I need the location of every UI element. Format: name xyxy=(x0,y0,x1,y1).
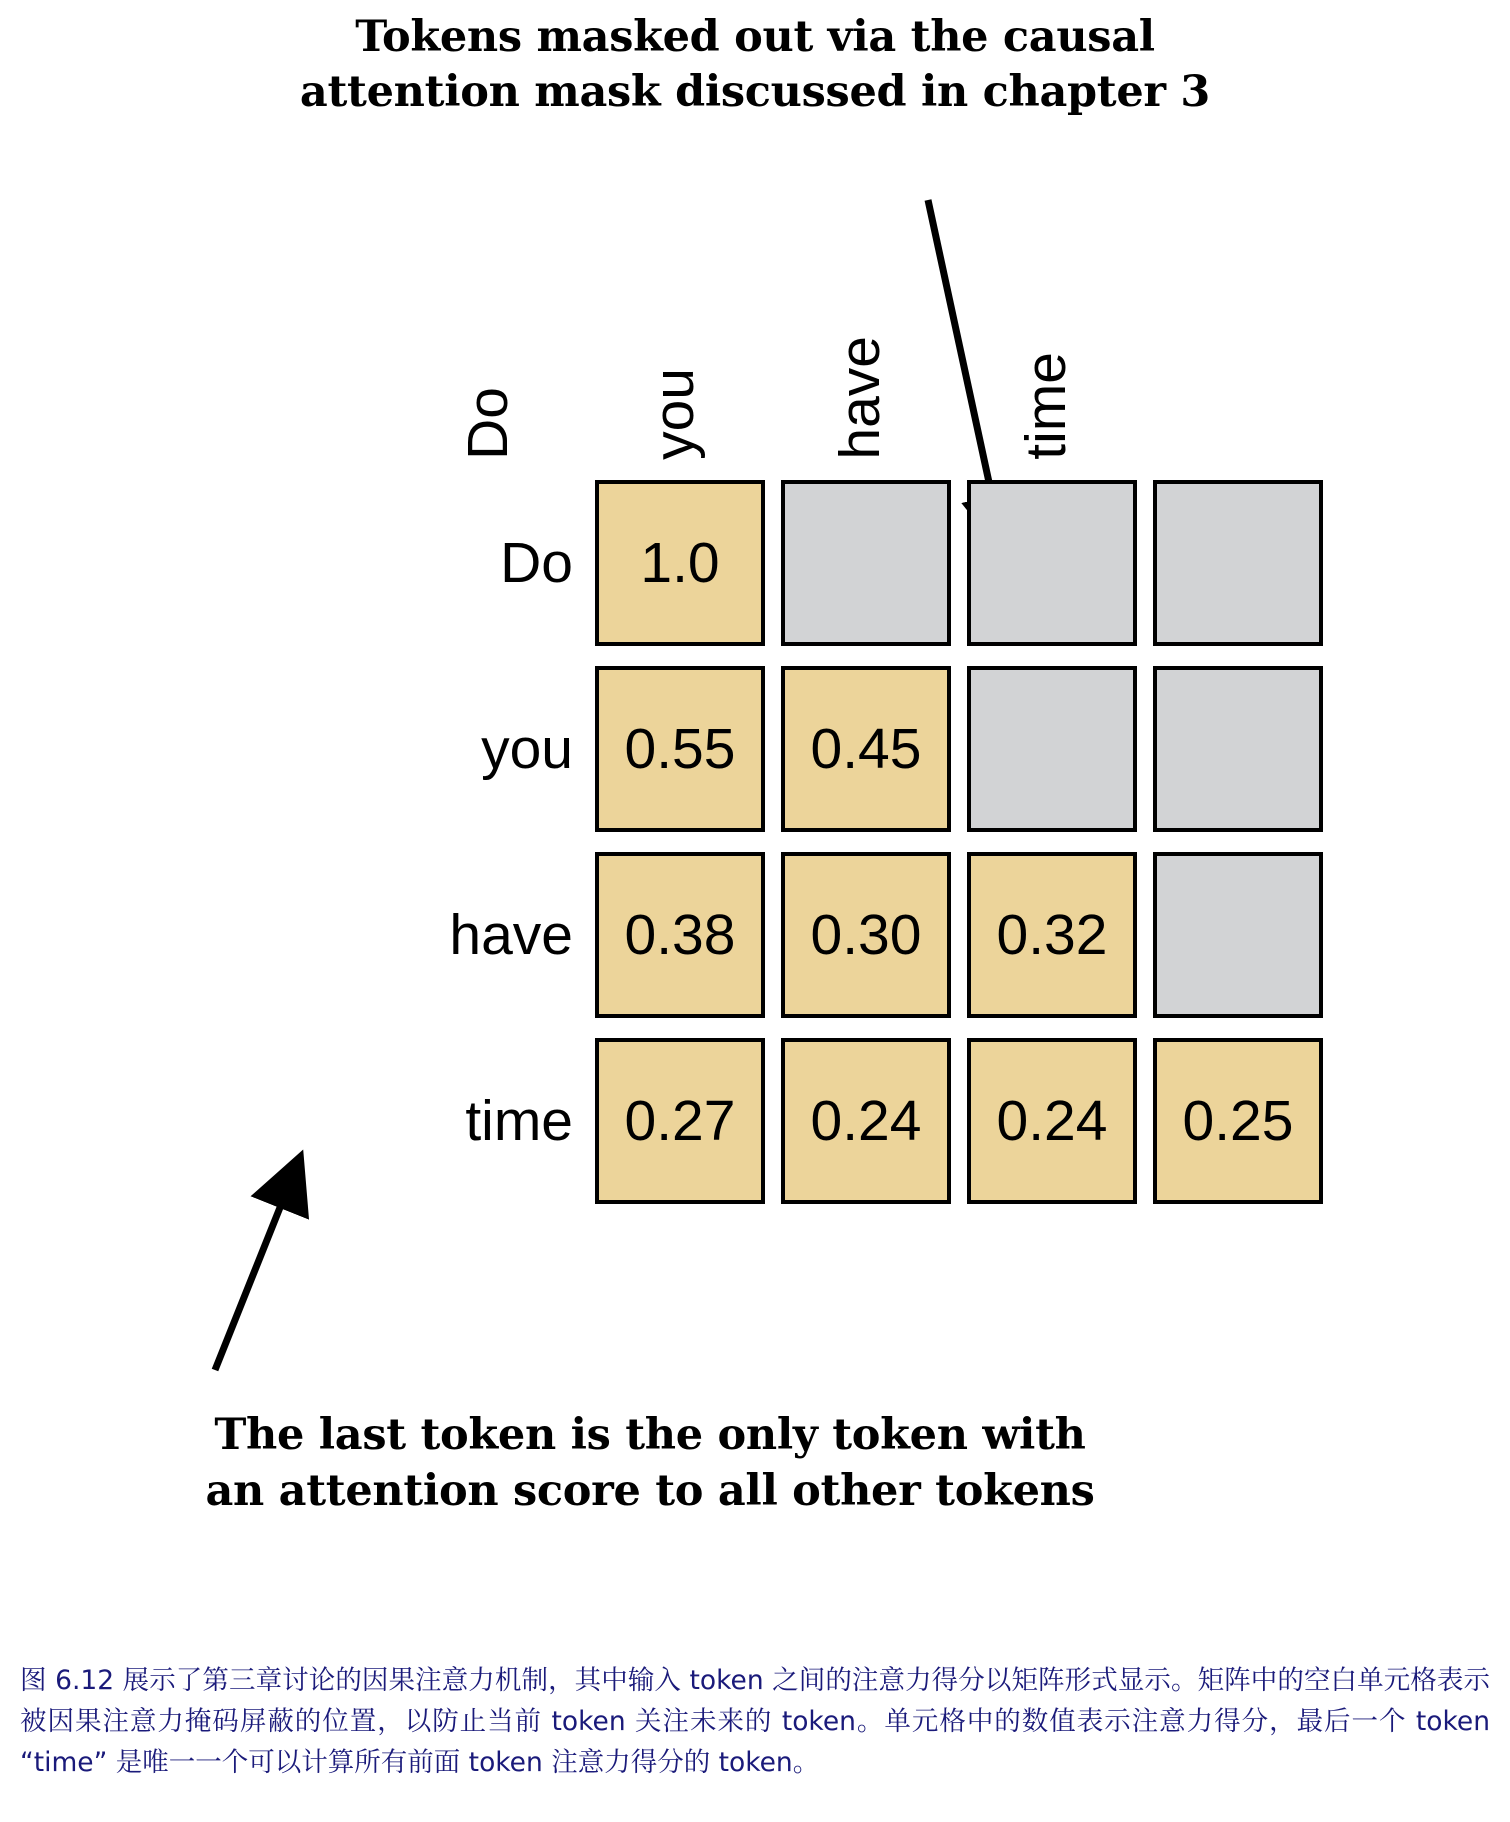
row-header-time: time xyxy=(465,1089,573,1153)
causal-mask-annotation-line-1: Tokens masked out via the causal xyxy=(355,12,1155,62)
matrix-cell xyxy=(1153,480,1323,646)
matrix-row xyxy=(395,1028,1339,1214)
column-header-you-label: you xyxy=(641,368,706,460)
matrix-row xyxy=(395,842,1339,1028)
matrix-cell: 0.32 xyxy=(967,852,1137,1018)
row-header-have: have xyxy=(449,903,573,967)
row-header-you: you xyxy=(481,717,573,781)
matrix-cell xyxy=(967,480,1137,646)
last-token-annotation xyxy=(0,1408,1300,1520)
matrix-cell: 0.25 xyxy=(1153,1038,1323,1204)
matrix-cell: 0.24 xyxy=(967,1038,1137,1204)
matrix-cell: 0.30 xyxy=(781,852,951,1018)
matrix-cell xyxy=(1153,852,1323,1018)
matrix-cell xyxy=(1153,666,1323,832)
matrix-row xyxy=(395,470,1339,656)
column-header-time xyxy=(953,280,1139,460)
matrix-cell xyxy=(967,666,1137,832)
column-header-time-label: time xyxy=(1013,352,1078,460)
column-header-do xyxy=(395,280,581,460)
column-headers xyxy=(395,280,1139,460)
causal-mask-annotation-line-2: attention mask discussed in chapter 3 xyxy=(299,67,1211,118)
matrix-cell: 0.55 xyxy=(595,666,765,832)
arrow-to-last-token xyxy=(215,1195,285,1370)
column-header-do-label: Do xyxy=(455,387,520,460)
column-header-you xyxy=(581,280,767,460)
matrix-cell: 0.45 xyxy=(781,666,951,832)
matrix-cell: 0.24 xyxy=(781,1038,951,1204)
attention-matrix xyxy=(395,336,1339,1214)
matrix-cell: 0.38 xyxy=(595,852,765,1018)
row-header-do: Do xyxy=(500,531,573,595)
matrix-cell: 1.0 xyxy=(595,480,765,646)
column-header-have xyxy=(767,280,953,460)
last-token-annotation-line-2: an attention score to all other tokens xyxy=(205,1465,1095,1516)
matrix-row xyxy=(395,656,1339,842)
column-header-have-label: have xyxy=(827,336,892,460)
figure-caption: 图 6.12 展示了第三章讨论的因果注意力机制，其中输入 token 之间的注意力得分以矩阵形式显示。矩阵中的空白单元格表示被因果注意力掩码屏蔽的位置，以防止当前 token 关注未来的 token。单元格中的数值表示注意力得分，最后一个 token “time” 是唯一一个可以计算所有前面 token 注意力得分的 token。 xyxy=(20,1665,1490,1779)
matrix-cell: 0.27 xyxy=(595,1038,765,1204)
causal-mask-annotation xyxy=(0,10,1510,120)
matrix-cell xyxy=(781,480,951,646)
last-token-annotation-line-1: The last token is the only token with xyxy=(214,1410,1086,1460)
